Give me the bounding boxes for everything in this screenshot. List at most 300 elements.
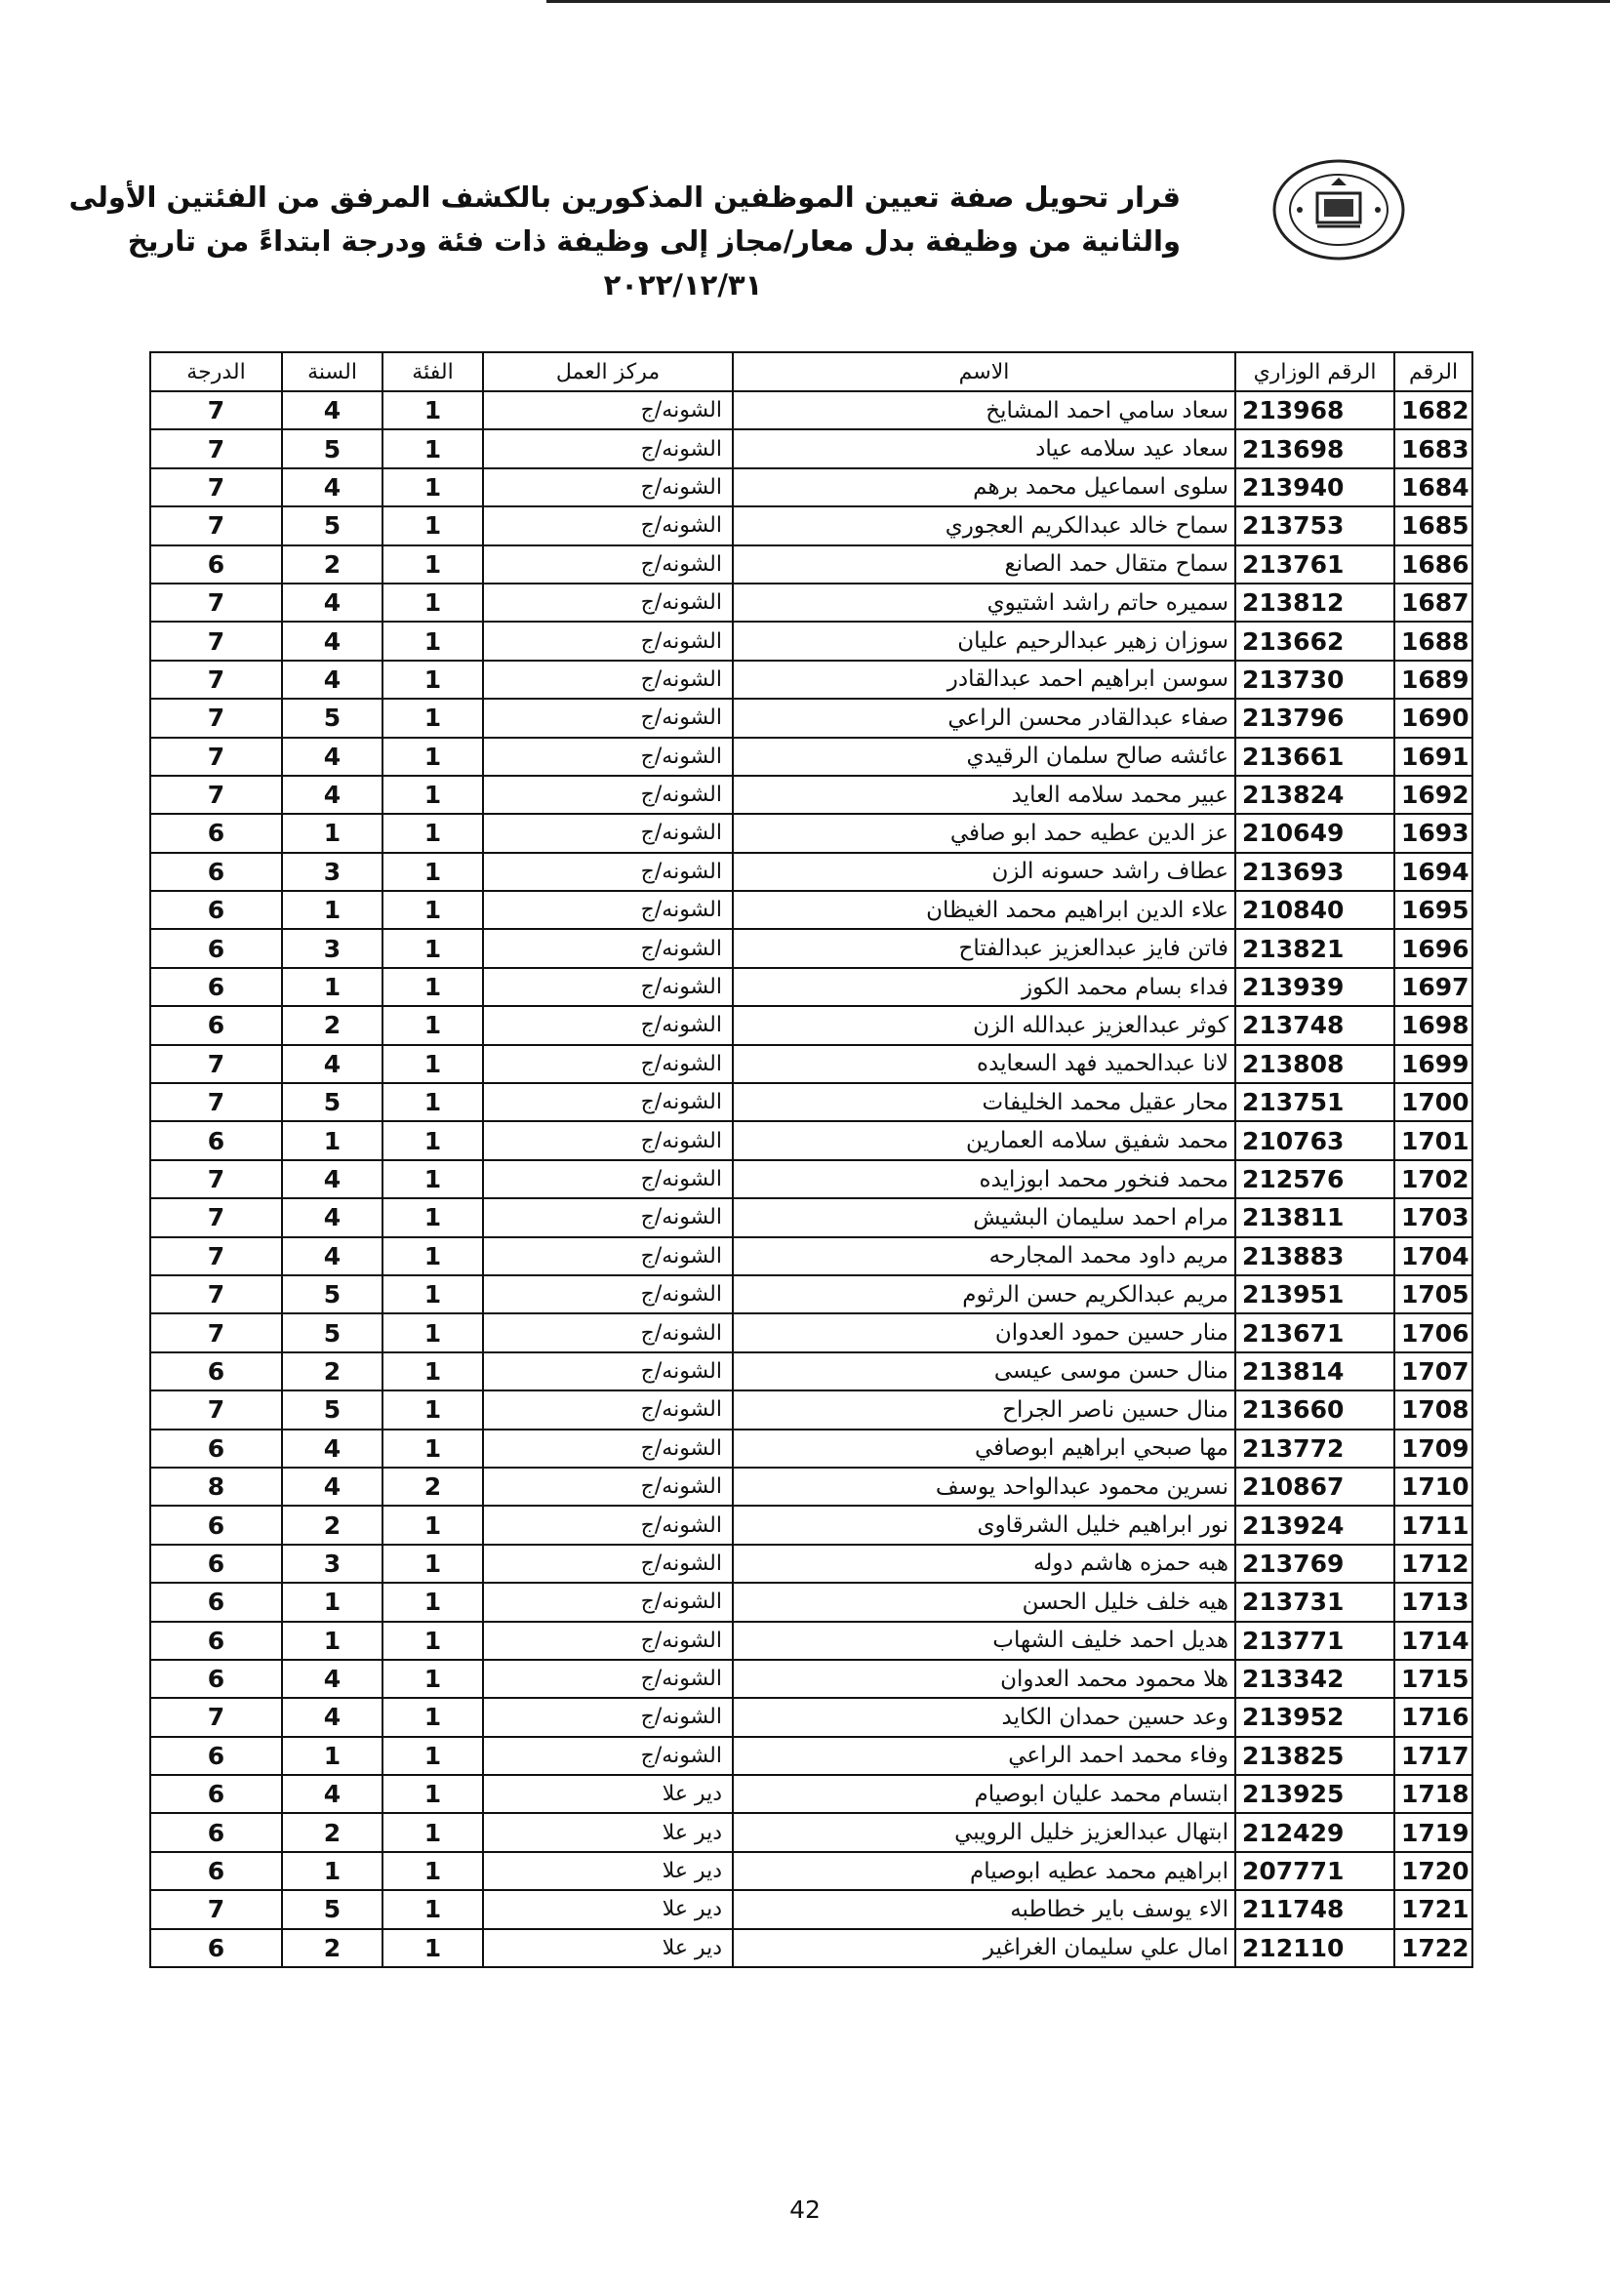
year: 5 (282, 429, 382, 467)
category: 1 (382, 776, 483, 814)
work-center: الشونه/ج (483, 1545, 733, 1583)
employee-name: هديل احمد خليف الشهاب (733, 1622, 1235, 1660)
work-center: الشونه/ج (483, 1160, 733, 1198)
year: 5 (282, 1390, 382, 1429)
grade: 6 (150, 853, 282, 891)
work-center: الشونه/ج (483, 968, 733, 1006)
row-number: 1710 (1394, 1468, 1472, 1506)
grade: 7 (150, 391, 282, 429)
table-row (150, 1237, 1472, 1275)
employee-name: هلا محمود محمد العدوان (733, 1660, 1235, 1698)
work-center: الشونه/ج (483, 1660, 733, 1698)
row-number: 1686 (1394, 545, 1472, 584)
row-number: 1715 (1394, 1660, 1472, 1698)
grade: 6 (150, 814, 282, 852)
year: 5 (282, 1083, 382, 1121)
ministry-id: 212576 (1235, 1160, 1394, 1198)
row-number: 1685 (1394, 506, 1472, 544)
category: 1 (382, 968, 483, 1006)
category: 1 (382, 661, 483, 699)
year: 4 (282, 1468, 382, 1506)
employee-name: محار عقيل محمد الخليفات (733, 1083, 1235, 1121)
ministry-id: 213925 (1235, 1775, 1394, 1813)
table-row (150, 929, 1472, 967)
category: 1 (382, 929, 483, 967)
employees-table-container (149, 351, 1471, 1968)
ministry-id: 213825 (1235, 1737, 1394, 1775)
row-number: 1716 (1394, 1698, 1472, 1736)
table-row (150, 545, 1472, 584)
category: 1 (382, 891, 483, 929)
row-number: 1709 (1394, 1430, 1472, 1468)
ministry-id: 213952 (1235, 1698, 1394, 1736)
ministry-id: 213731 (1235, 1583, 1394, 1621)
employee-name: سعاد سامي احمد المشايخ (733, 391, 1235, 429)
table-row (150, 814, 1472, 852)
category: 1 (382, 584, 483, 622)
ministry-id: 213771 (1235, 1622, 1394, 1660)
work-center: الشونه/ج (483, 1083, 733, 1121)
work-center: الشونه/ج (483, 1275, 733, 1313)
year: 4 (282, 1237, 382, 1275)
table-row (150, 1506, 1472, 1544)
employee-name: فاتن فايز عبدالعزيز عبدالفتاح (733, 929, 1235, 967)
ministry-id: 213808 (1235, 1045, 1394, 1083)
grade: 6 (150, 1545, 282, 1583)
row-number: 1722 (1394, 1929, 1472, 1967)
row-number: 1684 (1394, 468, 1472, 506)
category: 1 (382, 1237, 483, 1275)
work-center: الشونه/ج (483, 1006, 733, 1044)
employee-name: سوسن ابراهيم احمد عبدالقادر (733, 661, 1235, 699)
employee-name: لانا عبدالحميد فهد السعايده (733, 1045, 1235, 1083)
table-row (150, 1622, 1472, 1660)
col-header-category: الفئة (382, 352, 483, 391)
year: 4 (282, 1698, 382, 1736)
col-header-year: السنة (282, 352, 382, 391)
grade: 6 (150, 1813, 282, 1851)
ministry-id: 213821 (1235, 929, 1394, 967)
row-number: 1691 (1394, 738, 1472, 776)
table-row (150, 1198, 1472, 1236)
employee-name: عبير محمد سلامه العايد (733, 776, 1235, 814)
ministry-id: 213940 (1235, 468, 1394, 506)
grade: 7 (150, 468, 282, 506)
work-center: الشونه/ج (483, 429, 733, 467)
ministry-id: 213772 (1235, 1430, 1394, 1468)
row-number: 1688 (1394, 622, 1472, 660)
grade: 6 (150, 1352, 282, 1390)
grade: 7 (150, 1275, 282, 1313)
work-center: الشونه/ج (483, 1506, 733, 1544)
ministry-id: 213751 (1235, 1083, 1394, 1121)
year: 5 (282, 506, 382, 544)
row-number: 1695 (1394, 891, 1472, 929)
ministry-id: 213883 (1235, 1237, 1394, 1275)
grade: 7 (150, 738, 282, 776)
row-number: 1697 (1394, 968, 1472, 1006)
category: 1 (382, 429, 483, 467)
col-header-number: الرقم (1394, 352, 1472, 391)
ministry-id: 210840 (1235, 891, 1394, 929)
table-row (150, 1583, 1472, 1621)
grade: 7 (150, 506, 282, 544)
category: 1 (382, 1622, 483, 1660)
ministry-id: 213796 (1235, 699, 1394, 737)
year: 4 (282, 1775, 382, 1813)
row-number: 1711 (1394, 1506, 1472, 1544)
year: 4 (282, 584, 382, 622)
employee-name: عطاف راشد حسونه الزن (733, 853, 1235, 891)
grade: 7 (150, 1160, 282, 1198)
employee-name: مريم داود محمد المجارحه (733, 1237, 1235, 1275)
employee-name: سميره حاتم راشد اشتيوي (733, 584, 1235, 622)
work-center: الشونه/ج (483, 1468, 733, 1506)
row-number: 1702 (1394, 1160, 1472, 1198)
table-row (150, 1890, 1472, 1928)
category: 1 (382, 1160, 483, 1198)
grade: 6 (150, 1006, 282, 1044)
work-center: الشونه/ج (483, 814, 733, 852)
year: 4 (282, 661, 382, 699)
work-center: دير علا (483, 1775, 733, 1813)
row-number: 1712 (1394, 1545, 1472, 1583)
ministry-id: 212429 (1235, 1813, 1394, 1851)
ministry-id: 213968 (1235, 391, 1394, 429)
row-number: 1692 (1394, 776, 1472, 814)
work-center: الشونه/ج (483, 1045, 733, 1083)
table-row (150, 1929, 1472, 1967)
category: 1 (382, 1006, 483, 1044)
grade: 7 (150, 584, 282, 622)
row-number: 1690 (1394, 699, 1472, 737)
employee-name: كوثر عبدالعزيز عبدالله الزن (733, 1006, 1235, 1044)
table-row (150, 738, 1472, 776)
grade: 7 (150, 429, 282, 467)
table-row (150, 1468, 1472, 1506)
grade: 7 (150, 661, 282, 699)
employee-name: ابتسام محمد عليان ابوصيام (733, 1775, 1235, 1813)
work-center: الشونه/ج (483, 1622, 733, 1660)
category: 1 (382, 1775, 483, 1813)
work-center: الشونه/ج (483, 776, 733, 814)
year: 4 (282, 1198, 382, 1236)
grade: 6 (150, 1430, 282, 1468)
ministry-id: 213769 (1235, 1545, 1394, 1583)
work-center: الشونه/ج (483, 506, 733, 544)
grade: 6 (150, 891, 282, 929)
year: 4 (282, 391, 382, 429)
work-center: دير علا (483, 1852, 733, 1890)
employee-name: مها صبحي ابراهيم ابوصافي (733, 1430, 1235, 1468)
work-center: الشونه/ج (483, 391, 733, 429)
employee-name: وعد حسين حمدان الكايد (733, 1698, 1235, 1736)
grade: 6 (150, 1929, 282, 1967)
table-row (150, 1660, 1472, 1698)
table-row (150, 1045, 1472, 1083)
top-border-line (546, 0, 1610, 3)
table-header-row (150, 352, 1472, 391)
year: 1 (282, 814, 382, 852)
employee-name: عائشه صالح سلمان الرقيدي (733, 738, 1235, 776)
ministry-id: 207771 (1235, 1852, 1394, 1890)
work-center: الشونه/ج (483, 1698, 733, 1736)
ministry-id: 213693 (1235, 853, 1394, 891)
employee-name: مريم عبدالكريم حسن الرثوم (733, 1275, 1235, 1313)
employee-name: سوزان زهير عبدالرحيم عليان (733, 622, 1235, 660)
ministry-id: 213698 (1235, 429, 1394, 467)
ministry-id: 213662 (1235, 622, 1394, 660)
employee-name: الاء يوسف باير خطاطبه (733, 1890, 1235, 1928)
category: 1 (382, 1198, 483, 1236)
row-number: 1694 (1394, 853, 1472, 891)
category: 1 (382, 1390, 483, 1429)
category: 1 (382, 1352, 483, 1390)
category: 1 (382, 1813, 483, 1851)
year: 5 (282, 1313, 382, 1351)
employee-name: محمد فنخور محمد ابوزايده (733, 1160, 1235, 1198)
table-body (150, 391, 1472, 1967)
table-row (150, 1083, 1472, 1121)
table-row (150, 776, 1472, 814)
ministry-id: 213748 (1235, 1006, 1394, 1044)
table-row (150, 1275, 1472, 1313)
document-title (68, 176, 1181, 307)
work-center: الشونه/ج (483, 584, 733, 622)
work-center: الشونه/ج (483, 699, 733, 737)
table-row (150, 699, 1472, 737)
work-center: الشونه/ج (483, 661, 733, 699)
employee-name: سماح خالد عبدالكريم العجوري (733, 506, 1235, 544)
employee-name: نور ابراهيم خليل الشرقاوى (733, 1506, 1235, 1544)
table-row (150, 506, 1472, 544)
grade: 7 (150, 1890, 282, 1928)
category: 1 (382, 391, 483, 429)
year: 3 (282, 1545, 382, 1583)
employee-name: منال حسين ناصر الجراح (733, 1390, 1235, 1429)
row-number: 1714 (1394, 1622, 1472, 1660)
row-number: 1701 (1394, 1121, 1472, 1159)
table-row (150, 1852, 1472, 1890)
employee-name: منار حسين حمود العدوان (733, 1313, 1235, 1351)
grade: 7 (150, 1313, 282, 1351)
year: 5 (282, 1890, 382, 1928)
row-number: 1696 (1394, 929, 1472, 967)
year: 3 (282, 853, 382, 891)
grade: 7 (150, 1237, 282, 1275)
year: 3 (282, 929, 382, 967)
category: 1 (382, 468, 483, 506)
year: 1 (282, 1121, 382, 1159)
ministry-id: 213824 (1235, 776, 1394, 814)
grade: 7 (150, 1198, 282, 1236)
category: 1 (382, 1852, 483, 1890)
category: 1 (382, 1430, 483, 1468)
work-center: الشونه/ج (483, 738, 733, 776)
employee-name: هيه خلف خليل الحسن (733, 1583, 1235, 1621)
grade: 7 (150, 1390, 282, 1429)
ministry-id: 213730 (1235, 661, 1394, 699)
year: 1 (282, 891, 382, 929)
employee-name: ابتهال عبدالعزيز خليل الرويبي (733, 1813, 1235, 1851)
category: 1 (382, 1737, 483, 1775)
title-date: ٢٠٢٢/١٢/٣١ (603, 268, 763, 302)
col-header-work-center: مركز العمل (483, 352, 733, 391)
year: 1 (282, 1852, 382, 1890)
grade: 6 (150, 1737, 282, 1775)
year: 2 (282, 1506, 382, 1544)
row-number: 1713 (1394, 1583, 1472, 1621)
table-row (150, 1545, 1472, 1583)
work-center: الشونه/ج (483, 1237, 733, 1275)
category: 1 (382, 738, 483, 776)
category: 1 (382, 1583, 483, 1621)
category: 1 (382, 1929, 483, 1967)
table-row (150, 391, 1472, 429)
col-header-ministry-id: الرقم الوزاري (1235, 352, 1394, 391)
table-row (150, 968, 1472, 1006)
table-row (150, 622, 1472, 660)
table-row (150, 468, 1472, 506)
grade: 6 (150, 1121, 282, 1159)
row-number: 1703 (1394, 1198, 1472, 1236)
row-number: 1682 (1394, 391, 1472, 429)
grade: 7 (150, 776, 282, 814)
table-row (150, 1006, 1472, 1044)
grade: 7 (150, 1045, 282, 1083)
year: 5 (282, 699, 382, 737)
employee-name: سلوى اسماعيل محمد برهم (733, 468, 1235, 506)
work-center: دير علا (483, 1890, 733, 1928)
category: 1 (382, 545, 483, 584)
row-number: 1706 (1394, 1313, 1472, 1351)
grade: 6 (150, 1775, 282, 1813)
grade: 6 (150, 1583, 282, 1621)
category: 2 (382, 1468, 483, 1506)
work-center: دير علا (483, 1813, 733, 1851)
employee-name: نسرين محمود عبدالواحد يوسف (733, 1468, 1235, 1506)
year: 4 (282, 1660, 382, 1698)
ministry-id: 213660 (1235, 1390, 1394, 1429)
ministry-id: 210867 (1235, 1468, 1394, 1506)
table-row (150, 661, 1472, 699)
table-row (150, 1813, 1472, 1851)
year: 4 (282, 622, 382, 660)
table-row (150, 1430, 1472, 1468)
year: 1 (282, 968, 382, 1006)
table-row (150, 1121, 1472, 1159)
ministry-id: 213951 (1235, 1275, 1394, 1313)
category: 1 (382, 1890, 483, 1928)
grade: 6 (150, 968, 282, 1006)
row-number: 1704 (1394, 1237, 1472, 1275)
table-row (150, 429, 1472, 467)
category: 1 (382, 853, 483, 891)
employee-name: فداء بسام محمد الكوز (733, 968, 1235, 1006)
category: 1 (382, 1313, 483, 1351)
row-number: 1707 (1394, 1352, 1472, 1390)
category: 1 (382, 1545, 483, 1583)
work-center: الشونه/ج (483, 1390, 733, 1429)
year: 2 (282, 1006, 382, 1044)
year: 1 (282, 1737, 382, 1775)
title-line-1: قرار تحويل صفة تعيين الموظفين المذكورين بالكشف المرفق من الفئتين الأولى (68, 181, 1181, 214)
ministry-id: 211748 (1235, 1890, 1394, 1928)
employee-name: محمد شفيق سلامه العمارين (733, 1121, 1235, 1159)
grade: 6 (150, 1660, 282, 1698)
grade: 7 (150, 622, 282, 660)
table-row (150, 891, 1472, 929)
work-center: الشونه/ج (483, 545, 733, 584)
year: 1 (282, 1583, 382, 1621)
ministry-id: 213814 (1235, 1352, 1394, 1390)
year: 2 (282, 1929, 382, 1967)
employee-name: امال علي سليمان الغراغير (733, 1929, 1235, 1967)
employee-name: علاء الدين ابراهيم محمد الغيظان (733, 891, 1235, 929)
table-row (150, 1160, 1472, 1198)
year: 4 (282, 1160, 382, 1198)
work-center: الشونه/ج (483, 1430, 733, 1468)
work-center: دير علا (483, 1929, 733, 1967)
grade: 6 (150, 929, 282, 967)
employees-table (149, 351, 1473, 1968)
col-header-grade: الدرجة (150, 352, 282, 391)
employee-name: مرام احمد سليمان البشيش (733, 1198, 1235, 1236)
year: 4 (282, 738, 382, 776)
employee-name: عز الدين عطيه حمد ابو صافي (733, 814, 1235, 852)
table-row (150, 1775, 1472, 1813)
year: 4 (282, 1045, 382, 1083)
year: 4 (282, 468, 382, 506)
ministry-id: 212110 (1235, 1929, 1394, 1967)
table-row (150, 1390, 1472, 1429)
category: 1 (382, 1660, 483, 1698)
grade: 7 (150, 1083, 282, 1121)
ministry-id: 210649 (1235, 814, 1394, 852)
row-number: 1689 (1394, 661, 1472, 699)
table-row (150, 1737, 1472, 1775)
category: 1 (382, 1121, 483, 1159)
year: 2 (282, 1813, 382, 1851)
table-row (150, 1313, 1472, 1351)
category: 1 (382, 1275, 483, 1313)
page-number: 42 (789, 2195, 821, 2224)
row-number: 1708 (1394, 1390, 1472, 1429)
employee-name: سعاد عيد سلامه عياد (733, 429, 1235, 467)
row-number: 1720 (1394, 1852, 1472, 1890)
row-number: 1718 (1394, 1775, 1472, 1813)
work-center: الشونه/ج (483, 1121, 733, 1159)
work-center: الشونه/ج (483, 622, 733, 660)
table-row (150, 1352, 1472, 1390)
work-center: الشونه/ج (483, 1198, 733, 1236)
row-number: 1700 (1394, 1083, 1472, 1121)
work-center: الشونه/ج (483, 1352, 733, 1390)
employee-name: ابراهيم محمد عطيه ابوصيام (733, 1852, 1235, 1890)
year: 2 (282, 545, 382, 584)
work-center: الشونه/ج (483, 929, 733, 967)
employee-name: صفاء عبدالقادر محسن الراعي (733, 699, 1235, 737)
category: 1 (382, 1083, 483, 1121)
category: 1 (382, 506, 483, 544)
col-header-name: الاسم (733, 352, 1235, 391)
emblem-seal-icon (1270, 156, 1407, 263)
grade: 7 (150, 699, 282, 737)
employee-name: هبه حمزه هاشم دوله (733, 1545, 1235, 1583)
ministry-id: 213811 (1235, 1198, 1394, 1236)
row-number: 1693 (1394, 814, 1472, 852)
employee-name: سماح متقال حمد الصانع (733, 545, 1235, 584)
